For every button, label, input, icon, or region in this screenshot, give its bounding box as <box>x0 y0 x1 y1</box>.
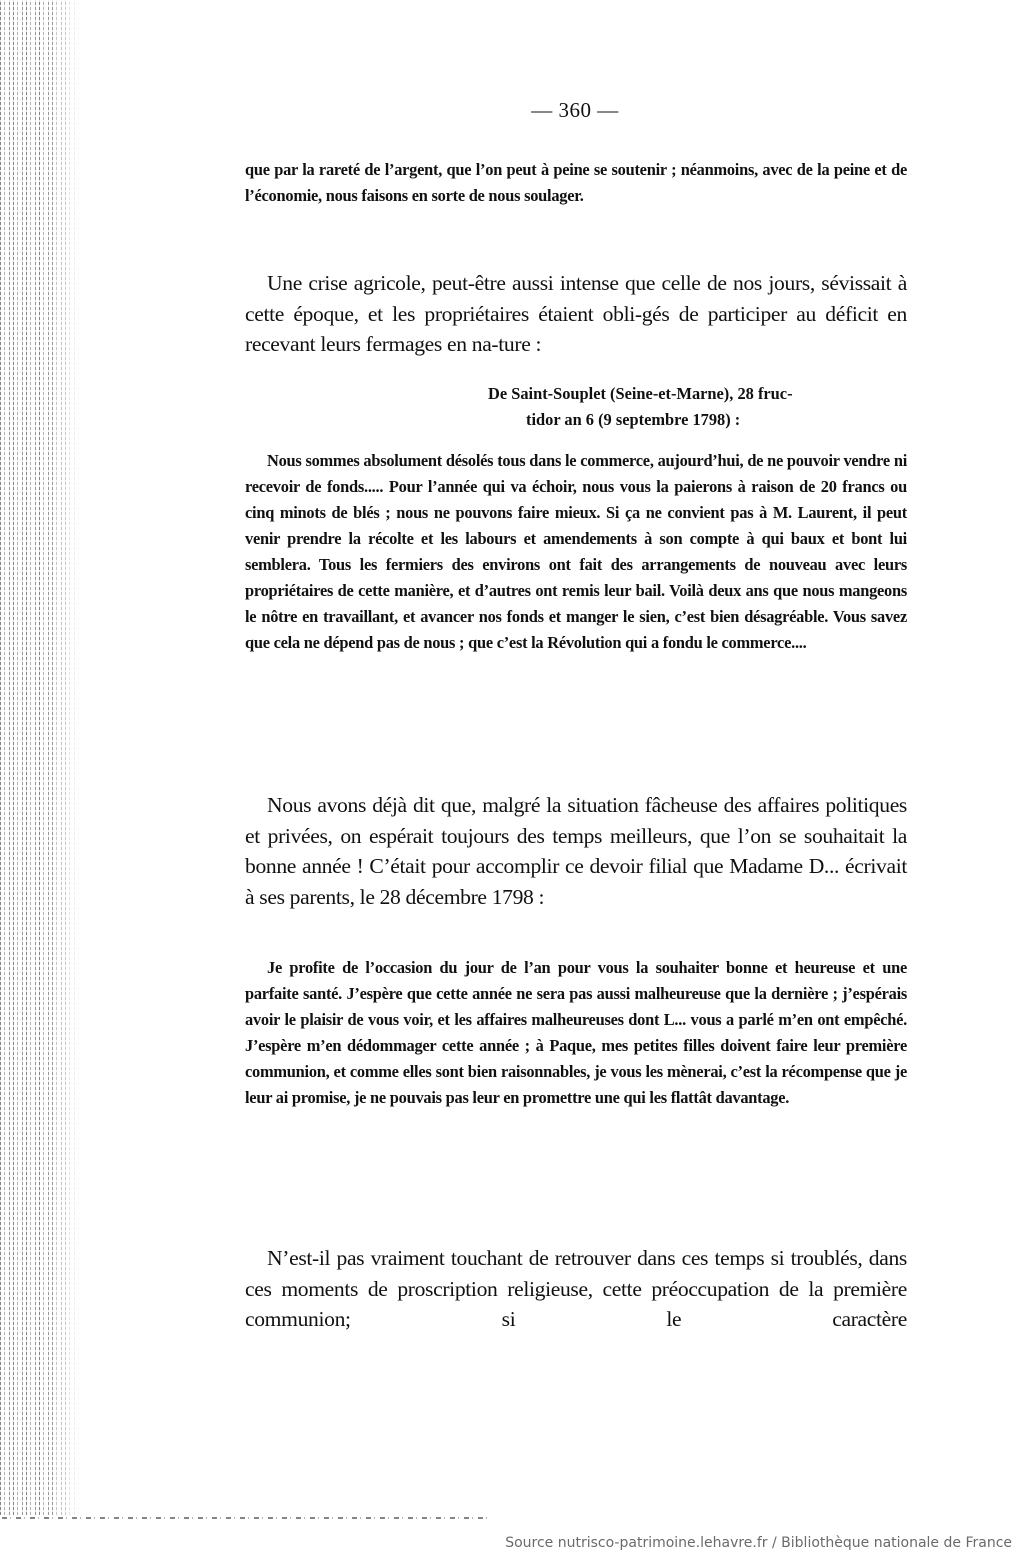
paragraph-crise-agricole <box>245 268 907 360</box>
scanned-bottom-edge <box>2 1517 492 1519</box>
paragraph-text: Nous sommes absolument désolés tous dans le commerce, aujourd’hui, de ne pouvoir vendre ni recevoir de fonds..... Pour l’année qui va échoir, nous vous la paierons à raison de 20 francs ou cinq minots de blés ; nous ne pouvons faire mieux. Si ça ne convient pas à M. Laurent, il peut venir prendre la récolte et les labours et amendements à son compte à qui baux et bont lui semblera. Tous les fermiers des environs ont fait des arrangements de nouveau avec leurs propriétaires de cette manière, et d’autres ont remis leur bail. Voilà deux ans que nous mangeons le nôtre en travaillant, et avancer nos fonds et manger le sien, c’est bien désagréable. Vous savez que cela ne dépend pas de nous ; que c’est la Révolution qui a fondu le commerce.... <box>245 451 907 652</box>
paragraph-text: Nous avons déjà dit que, malgré la situation fâcheuse des affaires politiques et privées, on espérait toujours des temps meilleurs, que l’on se souhaitait la bonne année ! C’était pour accomplir ce devoir filial que Madame D... écrivait à ses parents, le 28 décembre 1798 : <box>245 793 907 909</box>
dateline-line-1: De Saint-Souplet (Seine-et-Marne), 28 fruc- <box>488 384 793 403</box>
paragraph-bonne-annee <box>245 790 907 912</box>
paragraph-premiere-communion <box>245 1243 907 1335</box>
binding-speckle-overlay <box>0 0 80 1515</box>
quote-madame-d-letter <box>245 955 907 1111</box>
paragraph-text: Une crise agricole, peut-être aussi intense que celle de nos jours, sévissait à cette époque, et les propriétaires étaient obli-gés de participer au déficit en recevant leurs fermages en na-ture : <box>245 271 907 356</box>
paragraph-text: N’est-il pas vraiment touchant de retrouver dans ces temps si troublés, dans ces moments de proscription religieuse, cette préoccupation de la première communion; si le caractère <box>245 1246 907 1331</box>
paragraph-text: Je profite de l’occasion du jour de l’an pour vous la souhaiter bonne et heureuse et une parfaite santé. J’espère que cette année ne sera pas aussi malheureuse que la dernière ; j’espérais avoir le plaisir de vous voir, et les affaires malheureuses dont L... vous a parlé m’en ont empêché. J’espère m’en dédommager cette année ; à Paque, mes petites filles doivent faire leur première communion, et comme elles sont bien raisonnables, je vous les mènerai, c’est la récompense que je leur ai promise, je ne pouvais pas leur en promettre une qui les flattât davantage. <box>245 958 907 1107</box>
paragraph-quote-continuation <box>245 157 907 209</box>
letter-dateline <box>488 381 908 433</box>
dateline-line-2: tidor an 6 (9 septembre 1798) : <box>526 410 741 429</box>
page-number: — 360 — <box>531 98 619 122</box>
quote-saint-souplet-letter <box>245 448 907 656</box>
source-attribution: Source nutrisco-patrimoine.lehavre.fr / Bibliothèque nationale de France <box>505 1535 1012 1551</box>
paragraph-text: que par la rareté de l’argent, que l’on peut à peine se soutenir ; néanmoins, avec de la peine et de l’économie, nous faisons en sorte de nous soulager. <box>245 160 907 205</box>
